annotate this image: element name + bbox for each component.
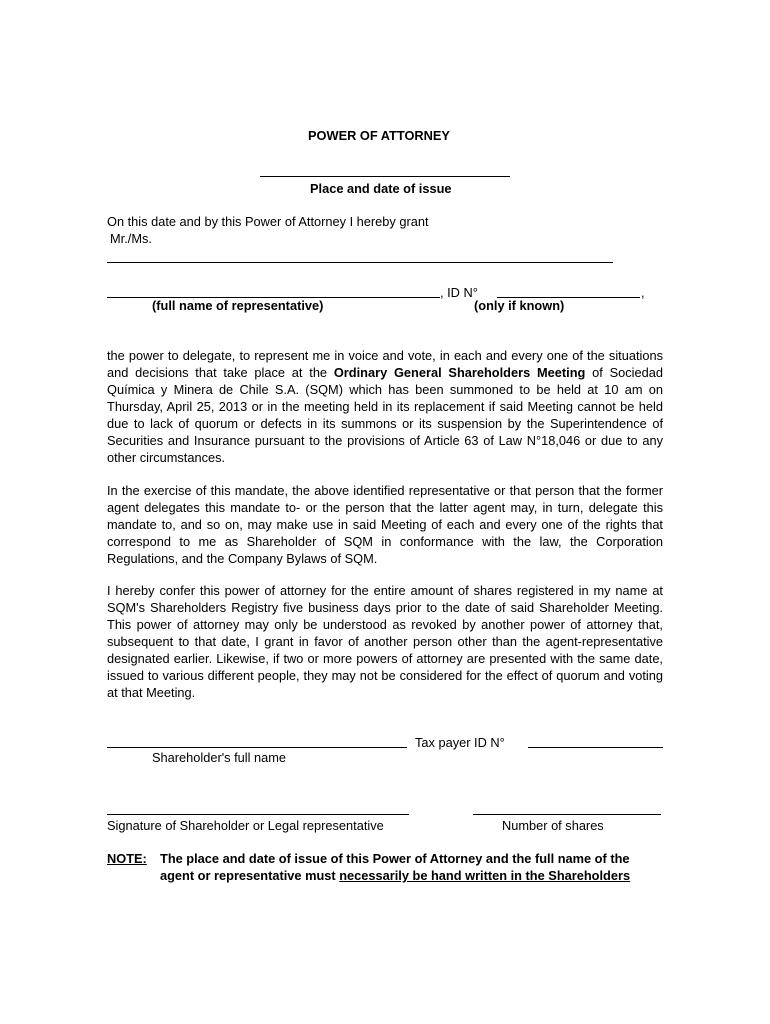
tax-payer-id-field-line[interactable]	[528, 747, 663, 748]
tax-payer-id-label: Tax payer ID N°	[415, 735, 505, 750]
signature-field-line[interactable]	[107, 814, 409, 815]
id-end-comma: ,	[641, 285, 645, 300]
shares-paragraph: I hereby confer this power of attorney for the entire amount of shares registered in my name at SQM's Shareholders Registry five business days prior to the date of said Shareholder Meeting. This power of attorney may only be understood as revoked by another power of attorney that, subsequent to that date, I grant in favor of another person other than the agent-representative designated earlier. Likewise, if two or more powers of attorney are presented with the same date, issued to various different people, they may not be considered for the effect of quorum and voting at that Meeting.	[107, 583, 663, 700]
grant-line-text: On this date and by this Power of Attorney I hereby grant	[107, 214, 429, 229]
note-label: NOTE:	[107, 851, 147, 866]
note-text-line-2-underlined: necessarily be hand written in the Shareholders	[339, 868, 631, 883]
mandate-paragraph-start: the power to delegate, to represent me in voice and vote, in each and every one of the situations and decisions that take place at the	[107, 348, 663, 380]
id-label: , ID N°	[440, 285, 478, 300]
only-if-known-label: (only if known)	[474, 298, 565, 313]
note-text-line-1: The place and date of issue of this Power of Attorney and the full name of the	[160, 851, 630, 866]
shareholder-name-field-line[interactable]	[107, 747, 407, 748]
mandate-paragraph-end: of Sociedad Química y Minera de Chile S.A. (SQM) which has been summoned to be held at 10 am on Thursday, April 25, 2013 or in the meeting held in its replacement if said Meeting cannot be held due to lack of quorum or defects in its summons or its suspension by the Superintendence of Securities and Insurance pursuant to the provisions of Article 63 of Law N°18,046 or due to any other circumstances.	[107, 365, 663, 465]
note-text-line-2-plain: agent or representative must	[160, 868, 340, 883]
number-of-shares-field-line[interactable]	[473, 814, 661, 815]
number-of-shares-label: Number of shares	[502, 818, 604, 833]
delegation-paragraph: In the exercise of this mandate, the above identified representative or that person that the former agent delegates this mandate to- or the person that the latter agent may, in turn, delegate this mandate to, and so on, may make use in said Meeting of each and every one of the rights that correspond to me as Shareholder of SQM in conformance with the law, the Corporation Regulations, and the Company Bylaws of SQM.	[107, 483, 663, 566]
signature-label: Signature of Shareholder or Legal representative	[107, 818, 384, 833]
meeting-name: Ordinary General Shareholders Meeting	[333, 365, 586, 380]
place-date-label: Place and date of issue	[310, 181, 452, 196]
representative-name-label: (full name of representative)	[152, 298, 324, 313]
mr-ms-label: Mr./Ms.	[110, 231, 152, 246]
shareholder-name-label: Shareholder's full name	[152, 750, 287, 765]
representative-name-field-line-1[interactable]	[107, 262, 613, 263]
document-title: POWER OF ATTORNEY	[308, 128, 450, 143]
note-text-line-2	[160, 868, 630, 883]
mandate-paragraph	[107, 347, 663, 466]
place-date-field-line[interactable]	[260, 176, 510, 177]
